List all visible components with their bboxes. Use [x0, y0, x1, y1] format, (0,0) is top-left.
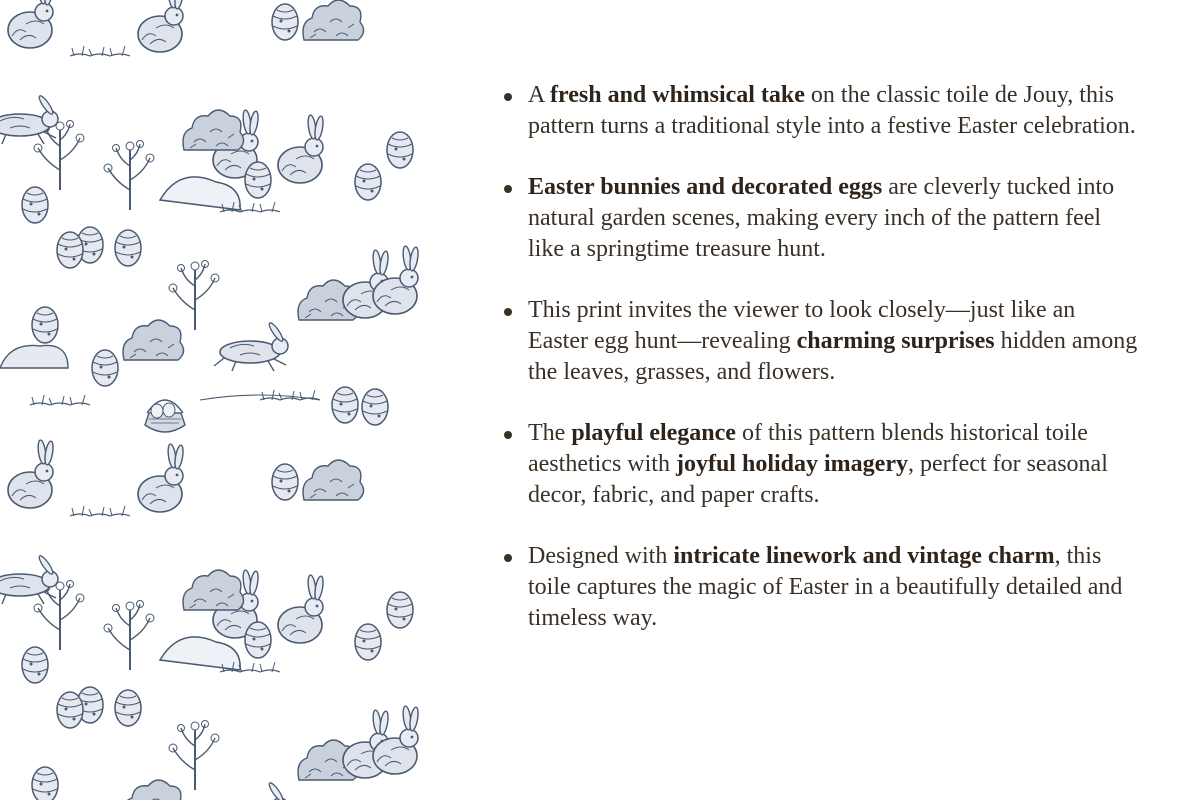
bullet-text: A — [528, 82, 551, 108]
bullet-text: hidden among the leaves, grasses, and flowers. — [528, 328, 1138, 385]
bullet-text: Designed with — [528, 543, 674, 569]
bullet-charming-surprises — [500, 295, 1140, 388]
toile-pattern-illustration — [0, 0, 428, 800]
bullet-highlight: fresh and whimsical take — [550, 82, 805, 108]
bullet-highlight: playful elegance — [571, 420, 736, 446]
bullet-highlight: charming surprises — [796, 328, 995, 354]
feature-bullet-list — [500, 80, 1140, 634]
bullet-bunnies-eggs — [500, 172, 1140, 265]
bullet-highlight: joyful holiday imagery — [675, 451, 908, 477]
bullet-text: of this pattern blends historical toile aesthetics with — [528, 420, 1088, 477]
bullet-text: This print invites the viewer to look closely—just like an Easter egg hunt—revealing — [528, 297, 1076, 354]
bullet-highlight: intricate linework and vintage charm — [673, 543, 1055, 569]
bullet-text: , this toile captures the magic of Easter in a beautifully detailed and timeless way. — [528, 543, 1123, 631]
bullet-fresh-whimsical — [500, 80, 1140, 142]
toile-pattern-panel — [0, 0, 428, 800]
description-panel — [500, 80, 1140, 664]
bullet-playful-elegance — [500, 418, 1140, 511]
bullet-text: The — [528, 420, 572, 446]
bullet-text: on the classic toile de Jouy, this pattern turns a traditional style into a festive Easter celebration. — [528, 82, 1136, 139]
bullet-highlight: Easter bunnies and decorated eggs — [528, 174, 883, 200]
bullet-text: are cleverly tucked into natural garden scenes, making every inch of the pattern feel like a springtime treasure hunt. — [528, 174, 1115, 262]
bullet-text: , perfect for seasonal decor, fabric, and paper crafts. — [528, 451, 1108, 508]
bullet-intricate-linework — [500, 541, 1140, 634]
